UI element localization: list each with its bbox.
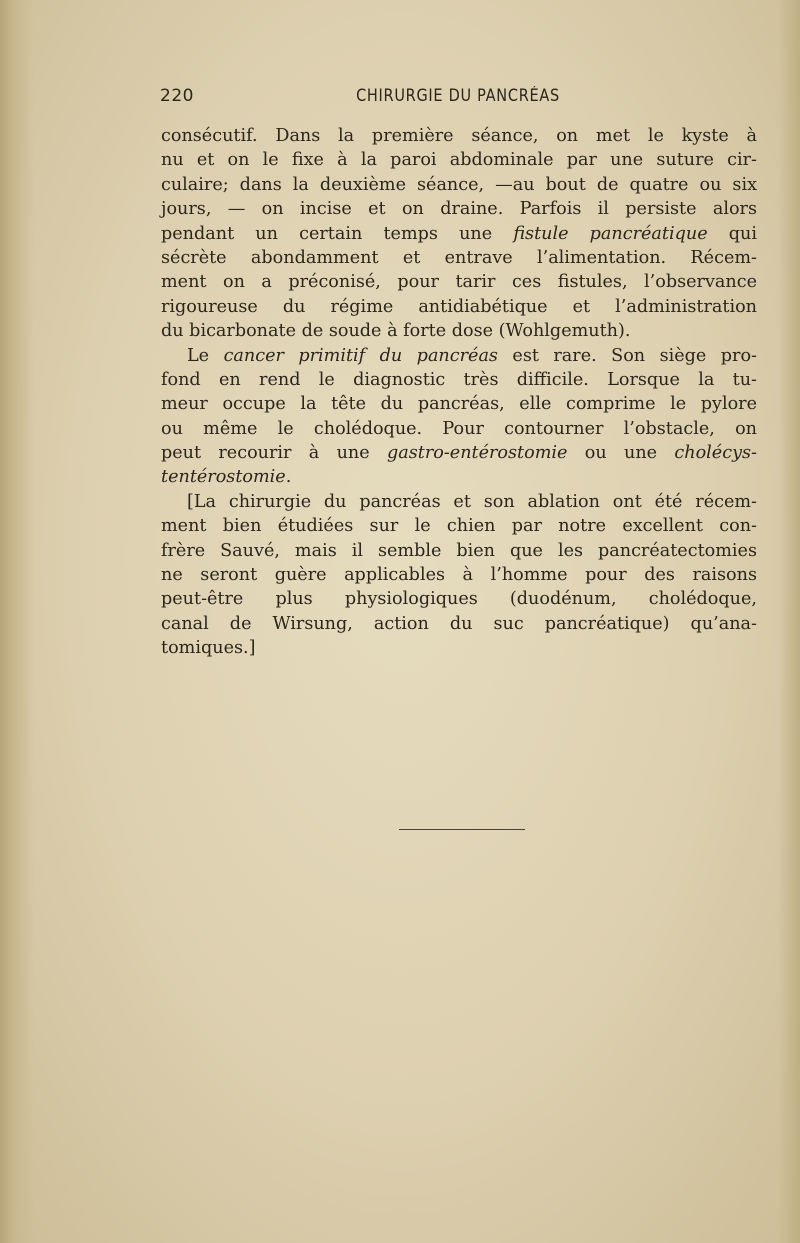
text-line: consécutif. Dans la première séance, on met le kyste à (161, 126, 757, 146)
text-run: qui (707, 223, 757, 244)
page-right-shadow (778, 0, 800, 1243)
text-line: ne seront guère applicables à l’homme pour des raisons (161, 565, 757, 586)
text-line: meur occupe la tête du pancréas, elle comprime le pylore (161, 394, 757, 415)
text-run: ou une (567, 443, 675, 464)
text-run: peut recourir à une (161, 443, 387, 464)
text-line: tomiques.] (161, 638, 256, 659)
text-line: ou même le cholédoque. Pour contourner l’obstacle, on (161, 418, 757, 439)
running-title: CHIRURGIE DU PANCRÉAS (356, 86, 560, 105)
text-line: tentérostomie. (161, 467, 292, 488)
text-line (161, 222, 757, 246)
text-line: du bicarbonate de soude à forte dose (Wohlgemuth). (161, 321, 631, 342)
page-left-shadow (0, 0, 34, 1243)
text-line: nu et on le fixe à la paroi abdominale par une suture cir- (161, 150, 757, 171)
text-line: ment bien étudiées sur le chien par notre excellent con- (161, 516, 757, 537)
text-run: Le (187, 345, 224, 366)
italic-term: cholécys- (674, 443, 757, 464)
text-line: rigoureuse du régime antidiabétique et l’administration (161, 296, 757, 317)
text-line: jours, — on incise et on draine. Parfois il persiste alors (161, 199, 757, 220)
section-end-rule (399, 829, 525, 830)
text-line: [La chirurgie du pancréas et son ablation ont été récem- (187, 491, 757, 512)
text-line (161, 441, 757, 465)
text-line: culaire; dans la deuxième séance, —au bout de quatre ou six (161, 174, 757, 195)
text-line: fond en rend le diagnostic très difficile. Lorsque la tu- (161, 369, 757, 390)
text-run: est rare. Son siège pro- (497, 345, 757, 366)
text-line: sécrète abondamment et entrave l’alimentation. Récem- (161, 247, 757, 268)
text-line: frère Sauvé, mais il semble bien que les pancréatectomies (161, 540, 757, 561)
italic-term: fistule pancréatique (513, 223, 708, 244)
italic-term: gastro-entérostomie (386, 443, 568, 464)
italic-term: cancer primitif du pancréas (223, 345, 498, 366)
page-number: 220 (160, 86, 194, 106)
text-line: peut-être plus physiologiques (duodénum, cholédoque, (161, 589, 757, 610)
body-text (161, 124, 757, 661)
text-line (161, 344, 757, 368)
running-header (160, 86, 756, 110)
text-line: canal de Wirsung, action du suc pancréatique) qu’ana- (161, 613, 757, 634)
text-line: ment on a préconisé, pour tarir ces fistules, l’observance (161, 272, 757, 293)
text-run: pendant un certain temps une (161, 223, 514, 244)
